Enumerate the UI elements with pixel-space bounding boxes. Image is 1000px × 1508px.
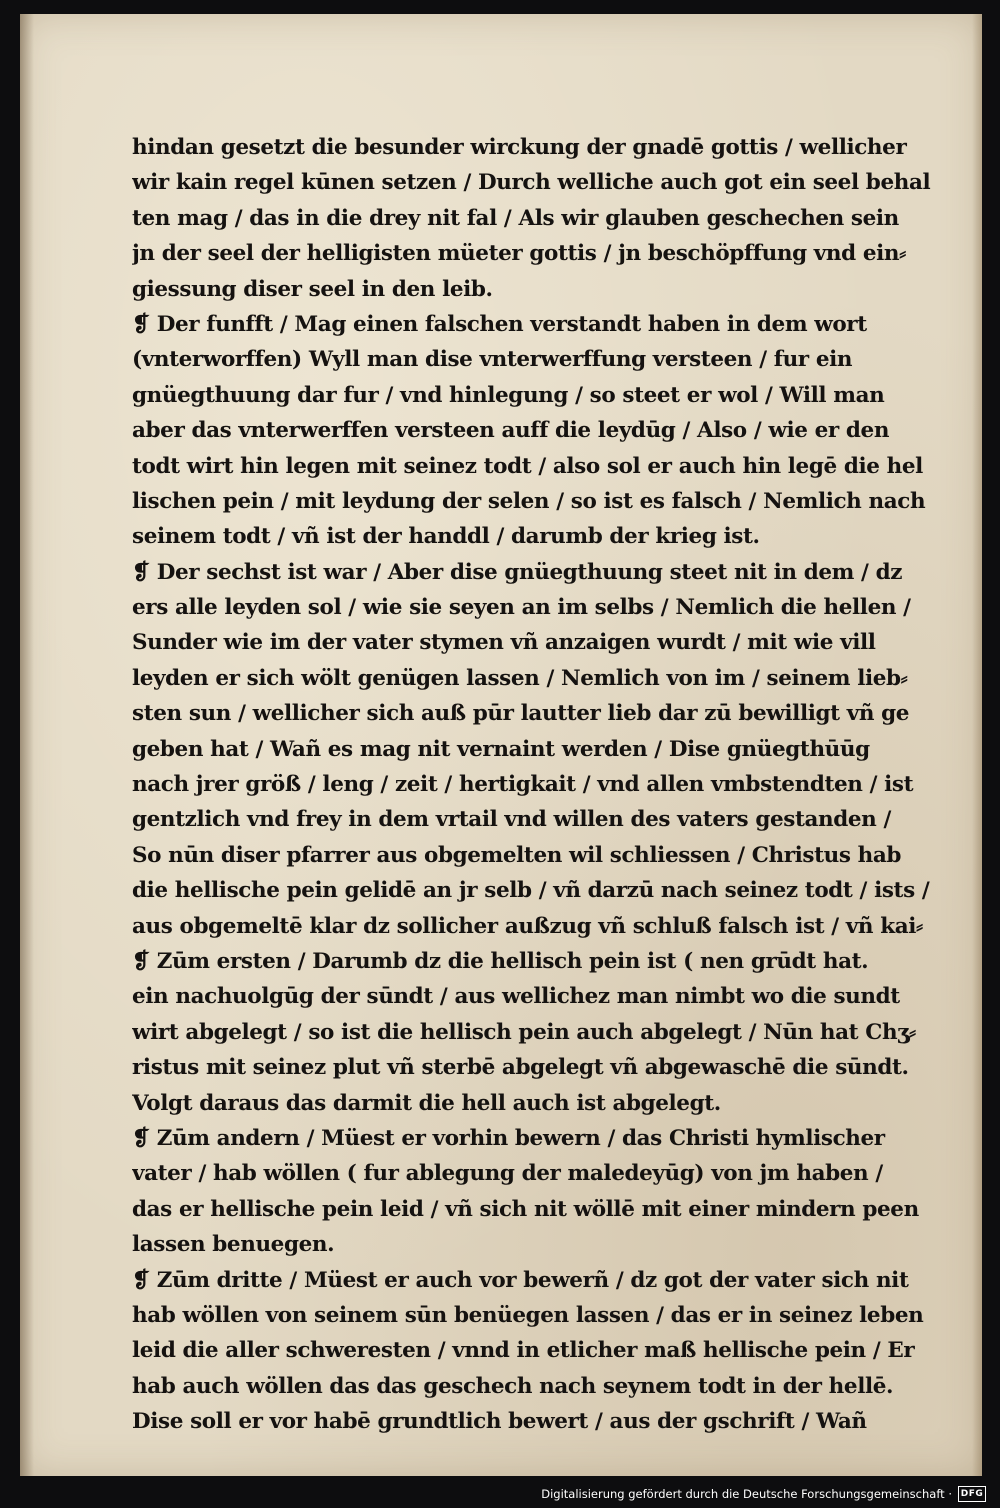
book-page [20, 14, 982, 1476]
text-line: das er hellische pein leid / vñ sich nit wöllē mit einer mindern peen [132, 1196, 919, 1222]
text-line: ten mag / das in die drey nit fal / Als wir glauben geschechen sein [132, 205, 899, 231]
text-line: Sunder wie im der vater stymen vñ anzaigen wurdt / mit wie vill [132, 630, 876, 656]
text-line: gentzlich vnd frey in dem vrtail vnd willen des vaters gestanden / [132, 807, 891, 833]
text-line: aus obgemeltē klar dz sollicher außzug vñ schluß falsch ist / vñ kai⸗ [132, 913, 923, 939]
text-line: aber das vnterwerffen versteen auff die leydūg / Also / wie er den [132, 418, 890, 444]
text-line: seinem todt / vñ ist der handdl / darumb der krieg ist. [132, 524, 760, 550]
text-line: lischen pein / mit leydung der selen / so ist es falsch / Nemlich nach [132, 488, 926, 514]
text-line: vater / hab wöllen ( fur ablegung der maledeyūg) von jm haben / [132, 1161, 883, 1187]
text-line: todt wirt hin legen mit seinez todt / also sol er auch hin legē die hel [132, 453, 923, 479]
text-line: lassen benuegen. [132, 1232, 335, 1258]
text-line: giessung diser seel in den leib. [132, 276, 493, 302]
text-line: ❡ Zūm andern / Müest er vorhin bewern / das Christi hymlischer [132, 1125, 885, 1151]
dfg-logo: DFG [958, 1486, 986, 1502]
text-line: ❡ Der funfft / Mag einen falschen verstandt haben in dem wort [132, 311, 867, 337]
text-line: wirt abgelegt / so ist die hellisch pein auch abgelegt / Nūn hat Chʒ⸗ [132, 1019, 916, 1045]
text-line: ein nachuolgūg der sūndt / aus wellichez man nimbt wo die sundt [132, 984, 900, 1010]
text-line: hab auch wöllen das das geschech nach seynem todt in der hellē. [132, 1373, 894, 1399]
text-line: jn der seel der helligisten müeter gottis / jn beschöpffung vnd ein⸗ [132, 241, 906, 267]
footer-text: Digitalisierung gefördert durch die Deutsche Forschungsgemeinschaft · [541, 1487, 952, 1501]
footer-credit [541, 1484, 986, 1504]
text-line: (vnterworffen) Wyll man dise vnterwerffung versteen / fur ein [132, 347, 853, 373]
text-line: gnüegthuung dar fur / vnd hinlegung / so steet er wol / Will man [132, 382, 885, 408]
text-line: Volgt daraus das darmit die hell auch ist abgelegt. [132, 1090, 721, 1116]
page-edge-shadow [972, 14, 982, 1476]
text-line: leyden er sich wölt genügen lassen / Nemlich von im / seinem lieb⸗ [132, 665, 908, 691]
text-line: ❡ Der sechst ist war / Aber dise gnüegthuung steet nit in dem / dz [132, 559, 903, 585]
text-line: wir kain regel kūnen setzen / Durch welliche auch got ein seel behal [132, 170, 931, 196]
text-line: ers alle leyden sol / wie sie seyen an im selbs / Nemlich die hellen / [132, 595, 911, 621]
text-line: So nūn diser pfarrer aus obgemelten wil schliessen / Christus hab [132, 842, 902, 868]
text-line: Dise soll er vor habē grundtlich bewert / aus der gschrift / Wañ [132, 1409, 867, 1435]
text-line: die hellische pein gelidē an jr selb / vñ darzū nach seinez todt / ists / [132, 878, 930, 904]
text-block [132, 130, 962, 1439]
text-line: hindan gesetzt die besunder wirckung der gnadē gottis / wellicher [132, 135, 907, 160]
text-line: ristus mit seinez plut vñ sterbē abgelegt vñ abgewaschē die sūndt. [132, 1055, 909, 1081]
text-line: nach jrer größ / leng / zeit / hertigkait / vnd allen vmbstendten / ist [132, 772, 914, 798]
text-line: ❡ Zūm ersten / Darumb dz die hellisch pein ist ( nen grūdt hat. [132, 948, 869, 974]
text-line: leid die aller schweresten / vnnd in etlicher maß hellische pein / Er [132, 1338, 915, 1364]
page-gutter-shadow [20, 14, 34, 1476]
text-line: hab wöllen von seinem sūn benüegen lassen / das er in seinez leben [132, 1302, 924, 1328]
text-line: geben hat / Wañ es mag nit vernaint werden / Dise gnüegthūūg [132, 736, 870, 762]
text-line: sten sun / wellicher sich auß pūr lautter lieb dar zū bewilligt vñ ge [132, 701, 910, 727]
text-line: ❡ Zūm dritte / Müest er auch vor bewerñ / dz got der vater sich nit [132, 1267, 909, 1293]
